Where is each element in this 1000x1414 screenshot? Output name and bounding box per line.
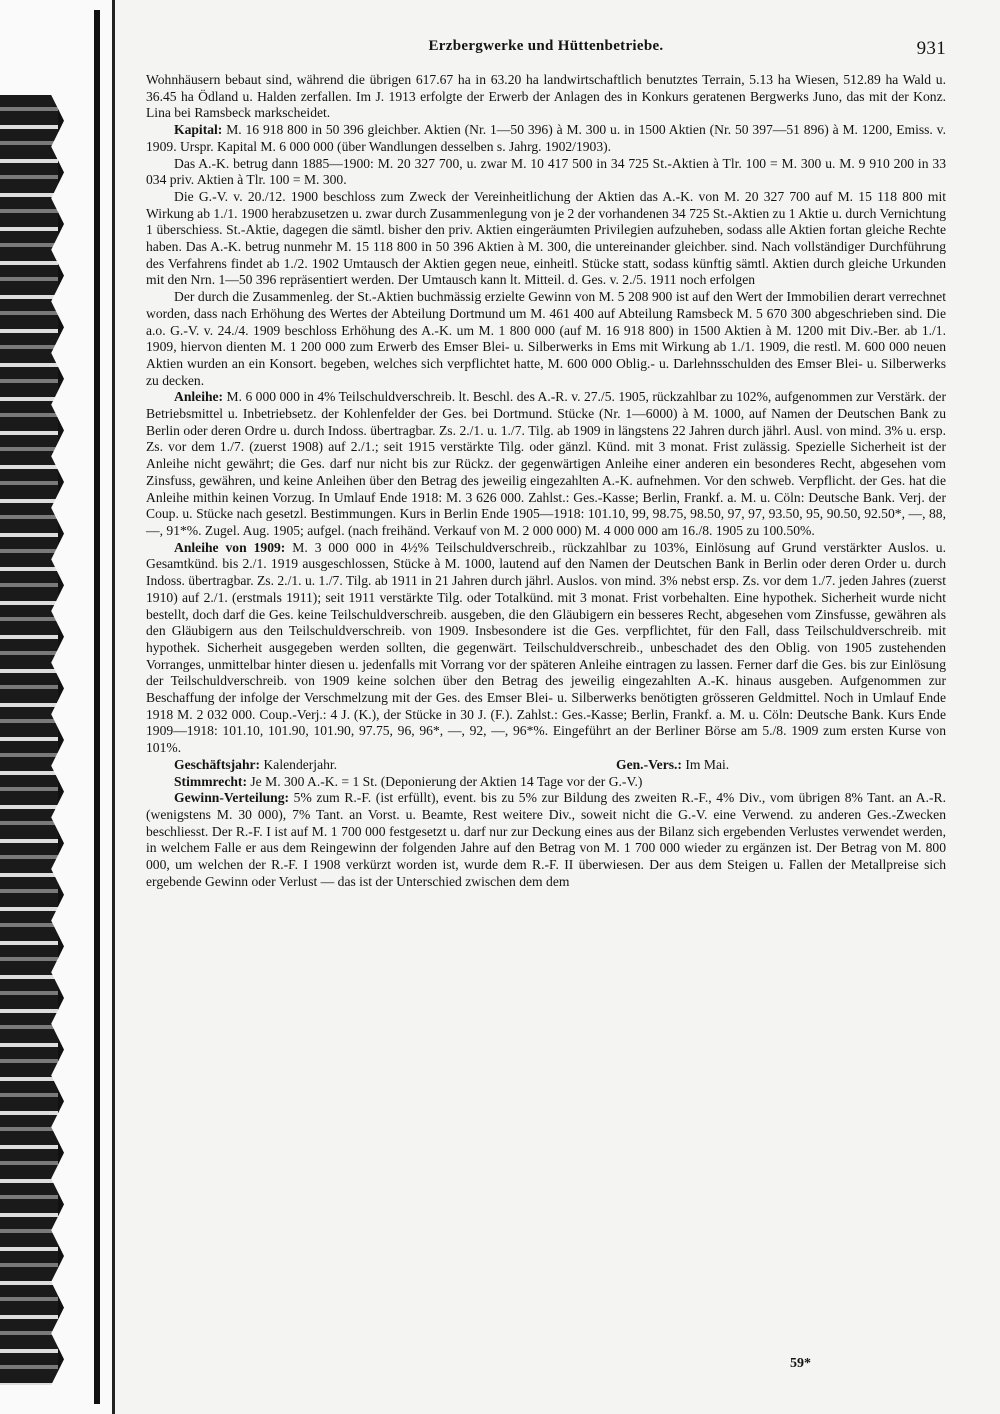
paragraph-gewinn: Gewinn-Verteilung: 5% zum R.-F. (ist erfüllt), event. bis zu 5% zur Bildung des zweiten R.-F., 4% Div., vom übrigen 8% Tant. an A.-R. (wenigstens M. 30 000), 7% Tant. an Vorst. u. Beamte, Rest weitere Div., soweit nicht die G.-V. eine Verwend. zu anderen Ges.-Zwecken beschliesst. Der R.-F. I ist auf M. 1 700 000 festgesetzt u. darf nur zur Deckung eines aus der Bilanz sich ergebenden Verlustes verwendet werden, in welchem Falle er aus dem Reingewinn der folgenden Jahre auf den Betrag von M. 1 700 000 wieder zu ergänzen ist. Der Betrag von M. 800 000, um welchen der R.-F. I 1908 verkürzt worden ist, wurde dem R.-F. II überwiesen. Der aus dem Steigen u. Fallen der Metallpreise sich ergebende Gewinn oder Verlust — das ist der Unterschied zwischen dem dem	[146, 790, 946, 889]
paragraph-capital: Kapital: M. 16 918 800 in 50 396 gleichber. Aktien (Nr. 1—50 396) à M. 300 u. in 1500 Aktien (Nr. 50 397—51 896) à M. 1200, Emiss. v. 1909. Urspr. Kapital M. 6 000 000 (über Wandlungen desselben s. Jahrg. 1902/1903).	[146, 122, 946, 154]
body-text	[146, 72, 946, 890]
fiscal-year-line: Geschäftsjahr: Kalenderjahr. Gen.-Vers.: Im Mai.	[174, 756, 730, 772]
decorative-border	[0, 95, 64, 1385]
paragraph-4: Der durch die Zusammenleg. der St.-Aktien buchmässig erzielte Gewinn von M. 5 208 900 ist auf den Wert der Immobilien derart verrechnet worden, dass nach Erhöhung des Wertes der Abteilung Dortmund um M. 461 400 auf Abteilung Ramsbeck M. 5 670 300 abgeschrieben sind. Die a.o. G.-V. v. 24./4. 1909 beschloss Erhöhung des A.-K. um M. 1 800 000 (auf M. 16 918 800) in 1500 Aktien à M. 1200 mit Div.-Ber. ab 1./1. 1909, hiervon dienten M. 1 200 000 zum Erwerb des Emser Blei- u. Silberwerks in Ems mit Wirkung ab 1./1. 1909, die restl. M. 600 000 neuen Aktien wurden an ein Konsort. begeben, welches sich verpflichtet hatte, M. 600 000 Oblig.- u. Darlehnsschulden des Emser Blei- u. Silberwerks zu decken.	[146, 289, 946, 388]
paragraph-stimmrecht: Stimmrecht: Je M. 300 A.-K. = 1 St. (Deponierung der Aktien 14 Tage vor der G.-V.)	[174, 773, 643, 789]
paragraph-anleihe-1909: Anleihe von 1909: M. 3 000 000 in 4½% Teilschuldverschreib., rückzahlbar zu 103%, Einlösung auf Grund verstärkter Auslos. u. Gesamtkünd. bis 2./1. 1919 ausgeschlossen, Stücke à M. 1000, lautend auf den Namen der Deutschen Bank in Berlin oder deren Order u. durch Indoss. übertragbar. Zs. 2./1. u. 1./7. Tilg. ab 1911 in 21 Jahren durch jährl. Auslos. von mind. 3% nebst ersp. Zs. vor dem 1./7. jeden Jahres (zuerst 1910) auf 2./1. (erstmals 1911); seit 1911 verstärkte Tilg. oder Totalkünd. mit 3 monat. Frist vorbehalten. Eine hypothek. Sicherheit wurde nicht bestellt, doch darf die Ges. keine Teilschuldverschreib. ausgeben, die den Gläubigern ein besseres Recht, abgesehen vom Zinsfusse, gewähren als den Gläubigern aus den Teilschuldverschreib. von 1909. Insbesondere ist die Ges. verpflichtet, für den Fall, dass Teilschuldverschreib. mit hypothek. Sicherheit ausgegeben werden sollten, die gegenwärt. Teilschuldverschreib., unbeschadet des den Oblig. von 1905 zustehenden Vorranges, unmittelbar hinter diesen u. jedenfalls mit Vorrang vor der späteren Anleihe eintragen zu lassen. Ferner darf die Ges. bis zur Einlösung der Teilschuldverschreib. von 1909 keine solchen über den Betrag des jeweilig eingezahlten A.-K. hinaus ausgeben. Aufgenommen zur Beschaffung der infolge der Verschmelzung mit der Ges. des Emser Blei- u. Silberwerks benötigten grösseren Geldmittel. Noch in Umlauf Ende 1918 M. 2 032 000. Coup.-Verj.: 4 J. (K.), der Stücke in 30 J. (F.). Zahlst.: Ges.-Kasse; Berlin, Frankf. a. M. u. Cöln: Deutsche Bank. Kurs Ende 1909—1918: 101.10, 101.90, 101.90, 97.75, 96, 96*, —, 92, —, 96*%. Eingeführt an der Berliner Börse am 5./8. 1909 zum ersten Kurse von 101%.	[146, 539, 946, 756]
scan-left-margin	[0, 0, 115, 1414]
document-page	[146, 38, 946, 890]
sheet-signature: 59*	[790, 1356, 811, 1371]
header-title: Erzbergwerke und Hüttenbetriebe.	[428, 38, 664, 54]
paragraph-2: Das A.-K. betrug dann 1885—1900: M. 20 327 700, u. zwar M. 10 417 500 in 34 725 St.-Aktien à Tlr. 100 = M. 300 u. M. 9 910 200 in 33 034 priv. Aktien à Tlr. 100 = M. 300.	[146, 155, 946, 188]
page-number: 931	[916, 38, 946, 59]
margin-rule	[94, 10, 100, 1404]
running-header	[146, 38, 946, 72]
paragraph-0: Wohnhäusern bebaut sind, während die übrigen 617.67 ha in 63.20 ha landwirtschaftlich benutztes Terrain, 5.13 ha Wiesen, 512.89 ha Wald u. 36.45 ha Ödland u. Halden zerfallen. Im J. 1913 erfolgte der Erwerb der Anlagen des in Konkurs geratenen Bergwerks Juno, das mit der Konz. Lina bei Ramsbeck markscheidet.	[146, 72, 946, 121]
paragraph-3: Die G.-V. v. 20./12. 1900 beschloss zum Zweck der Vereinheitlichung der Aktien das A.-K. von M. 20 327 700 auf M. 15 118 800 mit Wirkung ab 1./1. 1900 herabzusetzen u. zwar durch Zusammenlegung von je 2 der vorhandenen 34 725 St.-Aktien zu 1 Aktie u. durch Vernichtung 1 überschiess. St.-Aktie, dagegen die sämtl. bisher den priv. Aktien eingeräumten Privilegien aufzuheben, sodass alle Aktien fortan gleiche Rechte haben. Das A.-K. betrug nunmehr M. 15 118 800 in 50 396 Aktien à M. 300, die untereinander gleichber. sind. Nach vollständiger Durchführung des Verfahrens findet ab 1./2. 1902 Umtausch der Aktien gegen neue, einheitl. Stücke statt, sodass künftig sämtl. Aktien durch gleiche Urkunden mit den Nrn. 1—50 396 repräsentiert werden. Der Umtausch kann lt. Mitteil. d. Ges. v. 2./5. 1911 noch erfolgen	[146, 188, 946, 288]
paragraph-anleihe: Anleihe: M. 6 000 000 in 4% Teilschuldverschreib. lt. Beschl. des A.-R. v. 27./5. 1905, rückzahlbar zu 102%, aufgenommen zur Verstärk. der Betriebsmittel u. Inbetriebsetz. der Kohlenfelder der Ges. bei Dortmund. Stücke (Nr. 1—6000) à M. 1000, auf Namen der Deutschen Bank zu Berlin oder deren Ordre u. durch Indoss. übertragbar. Zs. 2./1. u. 1./7. Tilg. ab 1909 in längstens 22 Jahren durch jährl. Ausl. von mind. 3% u. ersp. Zs. vor dem 1./7. (zuerst 1908) auf 2./1.; seit 1915 verstärkte Tilg. oder gänzl. Künd. mit 3 monat. Frist zulässig. Spezielle Sicherheit ist der Anleihe nicht gewährt; die Ges. darf nur nicht bis zur Rückz. der gegenwärtigen Anleihe einer anderen ein besonderes Recht, abgesehen vom Zinsfuss, gewähren, und keine Anleihen über den Betrag des jeweilig eingezahlten A.-K. aufnehmen. Vor den schweb. Verpflicht. der Ges. hat die Anleihe mithin keinen Vorzug. In Umlauf Ende 1918: M. 3 626 000. Zahlst.: Ges.-Kasse; Berlin, Frankf. a. M. u. Cöln: Deutsche Bank. Verj. der Coup. u. Stücke nach gesetzl. Bestimmungen. Kurs in Berlin Ende 1905—1918: 101.10, 99, 98.75, 98.50, 97, 97, 93.50, 95, 90.50, 92.50*, —, 88, —, 91*%. Zugel. Aug. 1905; aufgel. (nach freihänd. Verkauf von M. 2 000 000) M. 4 000 000 am 16./8. 1905 zu 100.50%.	[146, 389, 946, 538]
